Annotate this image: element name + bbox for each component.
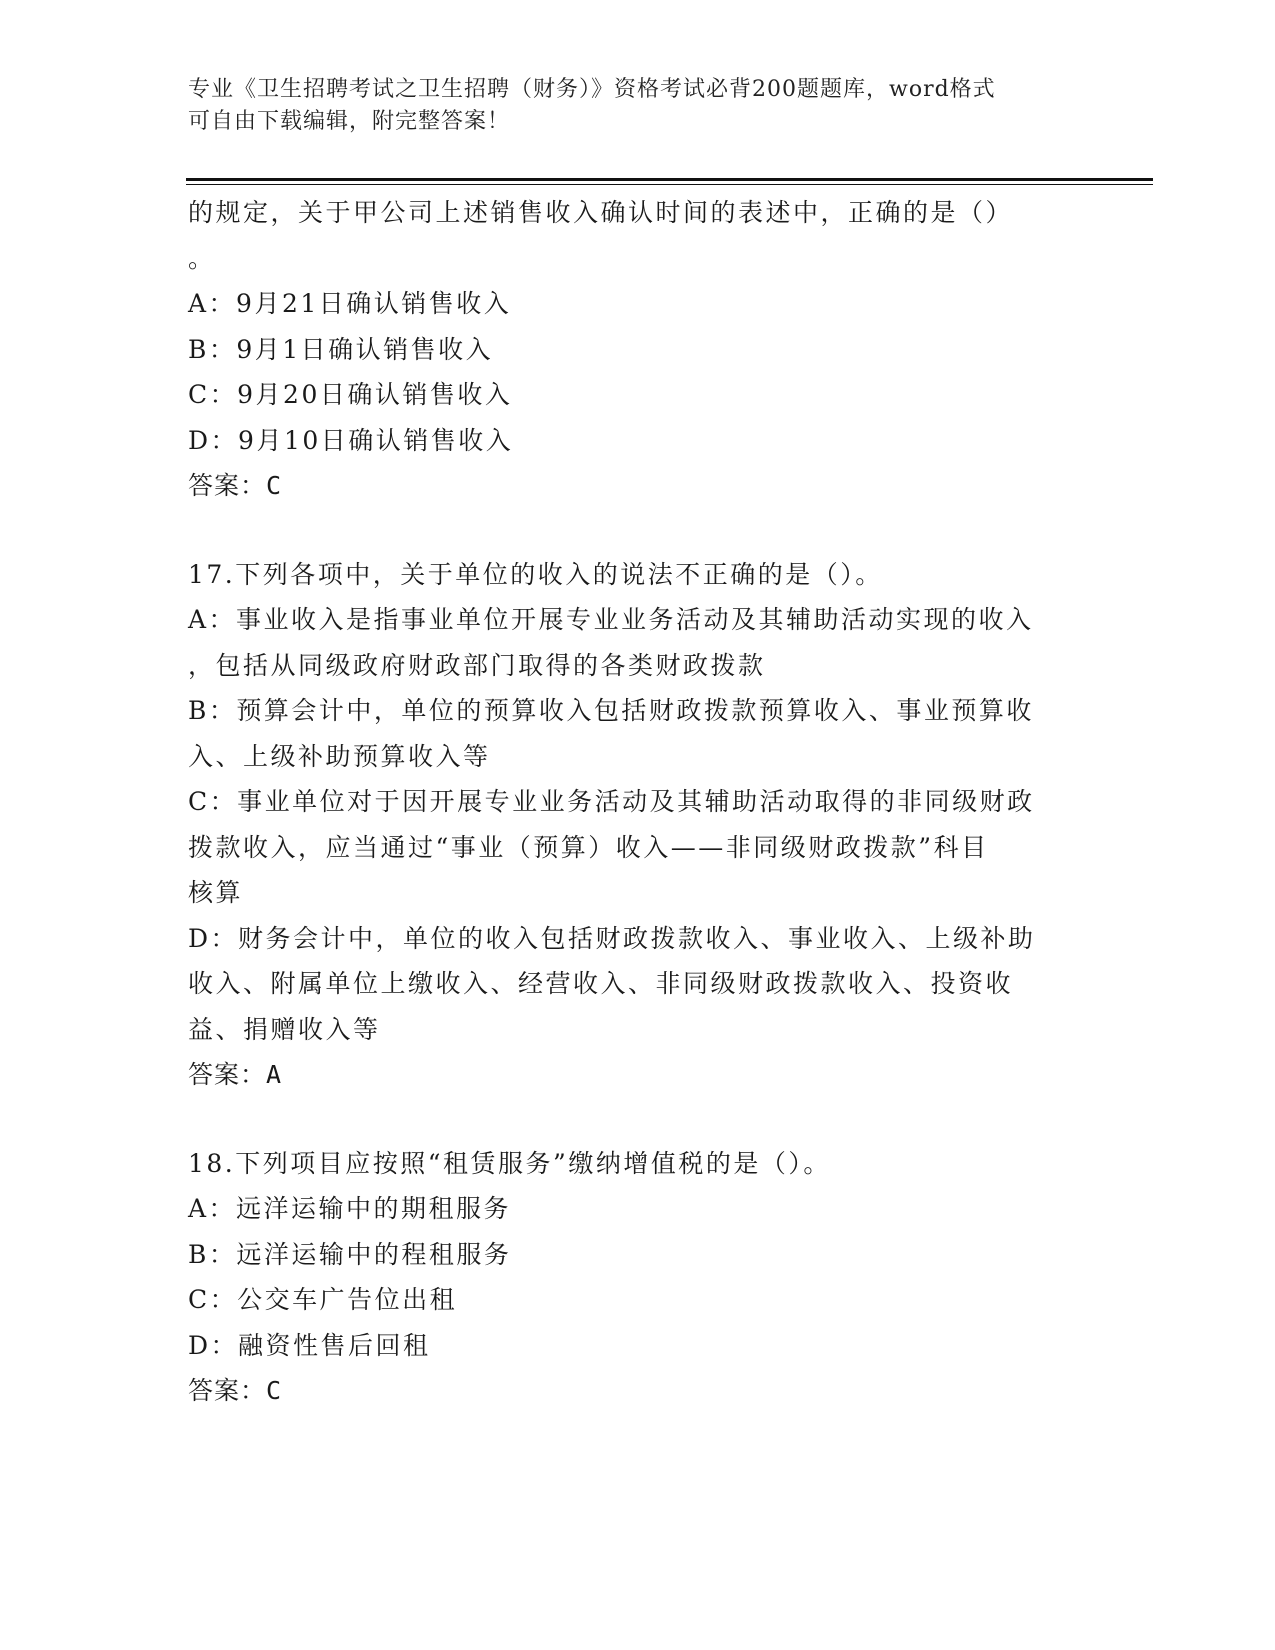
option-d: D：9月10日确认销售收入	[188, 425, 514, 455]
option-b: B：9月1日确认销售收入	[188, 334, 494, 364]
option-d: D：财务会计中，单位的收入包括财政拨款收入、事业收入、上级补助	[188, 923, 1036, 953]
question-17	[188, 552, 1088, 1098]
header-line-2: 可自由下载编辑，附完整答案！	[188, 109, 511, 134]
header-divider-thin	[186, 184, 1153, 185]
option-a-continued: ，包括从同级政府财政部门取得的各类财政拨款	[188, 650, 766, 680]
option-a: A：远洋运输中的期租服务	[188, 1194, 512, 1223]
question-stem: 。	[188, 243, 216, 273]
option-d-continued: 益、捐赠收入等	[188, 1014, 381, 1044]
question-stem: 18.下列项目应按照“租赁服务”缴纳增值税的是（）。	[188, 1148, 831, 1178]
answer: 答案：C	[188, 1376, 283, 1405]
answer: 答案：C	[188, 471, 283, 500]
option-b-continued: 入、上级补助预算收入等	[188, 741, 491, 771]
option-c: C：事业单位对于因开展专业业务活动及其辅助活动取得的非同级财政	[188, 787, 1035, 816]
option-d: D：融资性售后回租	[188, 1330, 431, 1360]
option-c-continued: 核算	[188, 878, 244, 907]
document-header	[188, 74, 1088, 138]
document-body	[188, 190, 1088, 1414]
option-a: A：事业收入是指事业单位开展专业业务活动及其辅助活动实现的收入	[188, 605, 1034, 634]
header-divider-thick	[186, 178, 1153, 181]
question-stem: 17.下列各项中，关于单位的收入的说法不正确的是（）。	[188, 559, 883, 589]
option-a: A：9月21日确认销售收入	[188, 289, 512, 318]
option-c-continued: 拨款收入，应当通过“事业（预算）收入——非同级财政拨款”科目	[188, 832, 989, 862]
option-c: C：9月20日确认销售收入	[188, 380, 513, 409]
option-b: B：远洋运输中的程租服务	[188, 1239, 512, 1269]
answer: 答案：A	[188, 1060, 283, 1089]
option-b: B：预算会计中，单位的预算收入包括财政拨款预算收入、事业预算收	[188, 696, 1034, 725]
header-line-1: 专业《卫生招聘考试之卫生招聘（财务）》资格考试必背200题题库，word格式	[188, 77, 996, 102]
spacer	[188, 509, 1088, 552]
option-d-continued: 收入、附属单位上缴收入、经营收入、非同级财政拨款收入、投资收	[188, 969, 1014, 998]
spacer	[188, 1098, 1088, 1141]
option-c: C：公交车广告位出租	[188, 1285, 458, 1314]
question-16	[188, 190, 1088, 509]
question-18	[188, 1141, 1088, 1414]
question-stem: 的规定，关于甲公司上述销售收入确认时间的表述中，正确的是（）	[188, 198, 1014, 227]
